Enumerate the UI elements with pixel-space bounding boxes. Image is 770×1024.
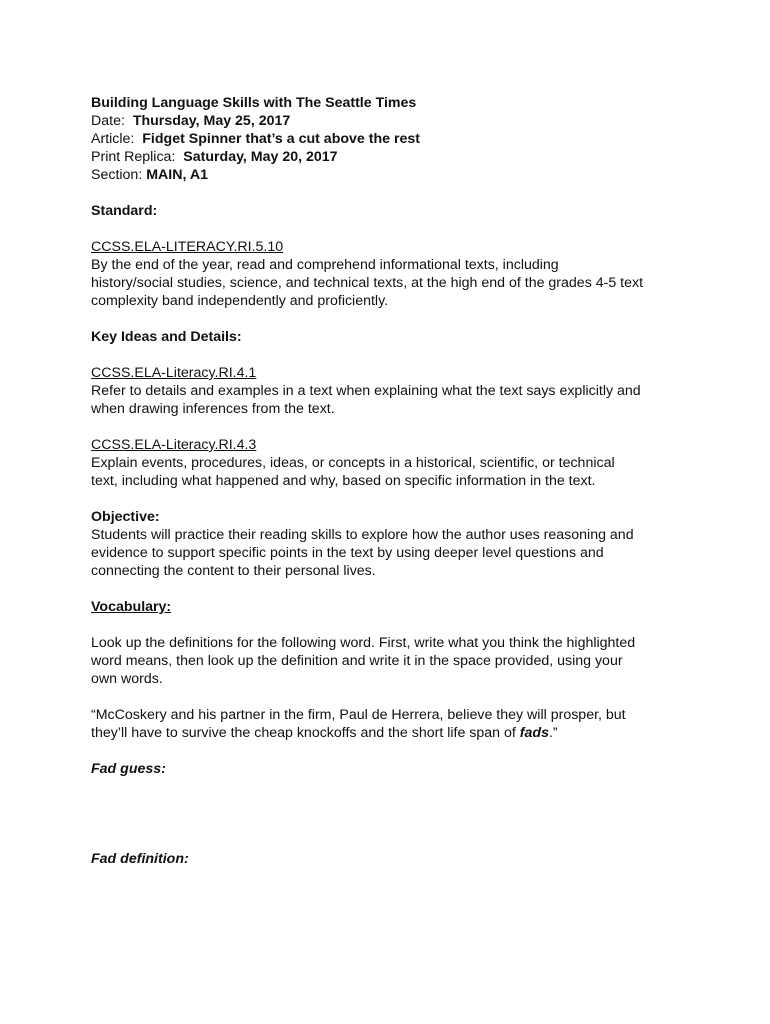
vocabulary-heading: Vocabulary: [91,599,172,615]
date-value: Thursday, May 25, 2017 [132,113,291,129]
key-ideas-text-line: when drawing inferences from the text. [91,401,335,417]
worksheet-title: Building Language Skills with The Seattle Times [91,95,417,111]
key-ideas-heading: Key Ideas and Details: [91,329,242,345]
section-line [91,166,691,184]
standard-code-link[interactable]: CCSS.ELA-Literacy.RI.4.1 [91,365,257,381]
key-ideas-block [91,328,691,490]
objective-text-line: connecting the content to their personal lives. [91,563,376,579]
date-label: Date: [91,113,125,129]
print-replica-value: Saturday, May 20, 2017 [183,149,338,165]
objective-heading: Objective: [91,509,160,525]
key-ideas-text-line: Refer to details and examples in a text when explaining what the text says explicitly and [91,383,641,399]
standard-text-line: history/social studies, science, and technical texts, at the high end of the grades 4-5 text [91,275,644,291]
key-ideas-text-line: Explain events, procedures, ideas, or concepts in a historical, scientific, or technical [91,455,615,471]
vocabulary-instruction-line: Look up the definitions for the following word. First, write what you think the highlighted [91,635,636,651]
fad-definition-label: Fad definition: [91,851,189,867]
header-block [91,94,691,184]
article-line [91,130,691,148]
objective-block [91,508,691,580]
article-quote-text: they’ll have to survive the cheap knockoffs and the short life span of [91,725,520,741]
objective-text-line: Students will practice their reading skills to explore how the author uses reasoning and [91,527,634,543]
print-replica-line [91,148,691,166]
standard-code-link[interactable]: CCSS.ELA-LITERACY.RI.5.10 [91,239,284,255]
fad-guess-answer-space[interactable] [91,778,691,850]
article-value: Fidget Spinner that’s a cut above the rest [142,131,421,147]
print-replica-label: Print Replica: [91,149,176,165]
standard-text-line: By the end of the year, read and comprehend informational texts, including [91,257,559,273]
standard-heading: Standard: [91,203,158,219]
worksheet-page [91,94,691,928]
standard-text-line: complexity band independently and proficiently. [91,293,389,309]
vocabulary-block [91,598,691,928]
fad-guess-label: Fad guess: [91,761,166,777]
article-label: Article: [91,131,135,147]
key-ideas-text-line: text, including what happened and why, based on specific information in the text. [91,473,596,489]
vocabulary-instruction-line: word means, then look up the definition and write it in the space provided, using your [91,653,623,669]
section-value: MAIN, A1 [146,167,208,183]
article-quote-line: “McCoskery and his partner in the firm, Paul de Herrera, believe they will prosper, but [91,707,626,723]
fad-definition-answer-space[interactable] [91,868,691,928]
article-quote-end: .” [548,725,558,741]
highlighted-word: fads [519,725,549,741]
section-label: Section: [91,167,143,183]
date-line [91,112,691,130]
objective-text-line: evidence to support specific points in the text by using deeper level questions and [91,545,604,561]
standard-block [91,202,691,310]
standard-code-link[interactable]: CCSS.ELA-Literacy.RI.4.3 [91,437,257,453]
article-quote-line [91,724,691,742]
vocabulary-instruction-line: own words. [91,671,163,687]
